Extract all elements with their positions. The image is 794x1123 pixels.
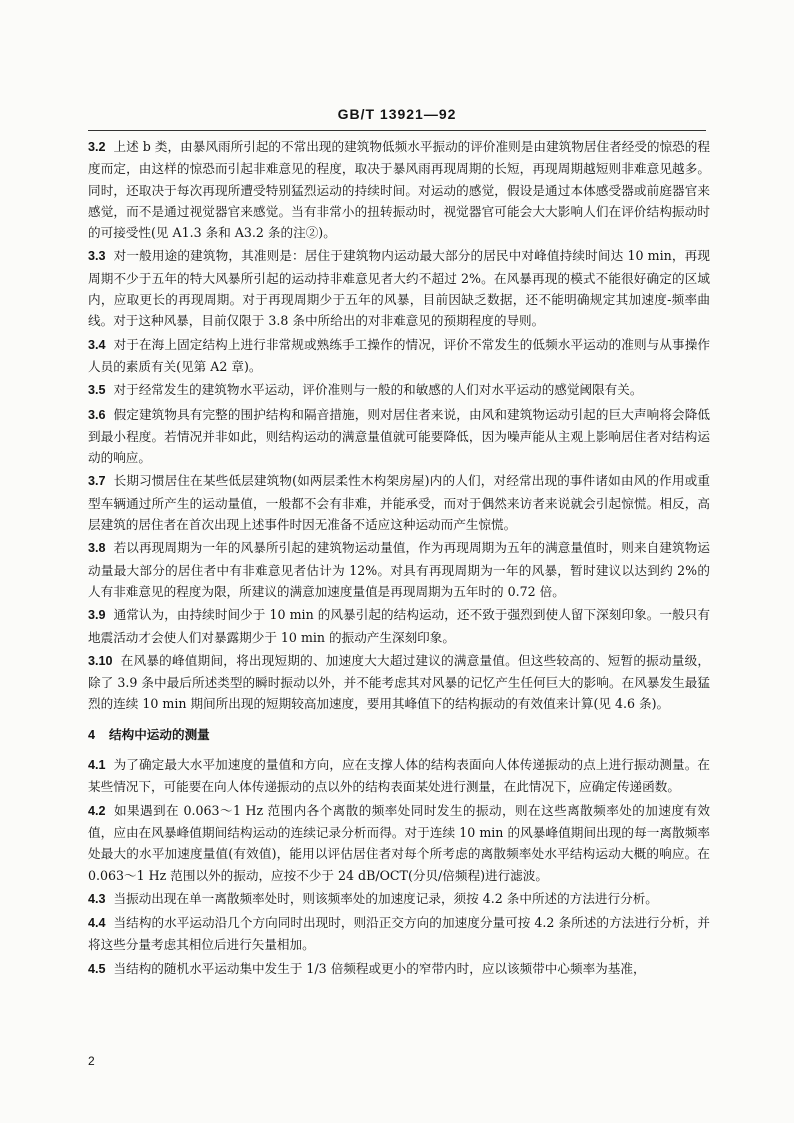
clause-text: 对于经常发生的建筑物水平运动，评价准则与一般的和敏感的人们对水平运动的感觉阈限有关。: [113, 382, 643, 398]
clause-text: 对一般用途的建筑物，其准则是：居住于建筑物内运动最大部分的居民中对峰值持续时间达 10 min，再现周期不少于五年的特大风暴所引起的运动持非难意见者大约不超过 2%。在风暴再现的模式不能很好确定的区域内，应取更长的再现周期。对于再现周期少于五年的风暴，目前因缺乏数据，还不能明确规定其加速度-频率曲线。对于这种风暴，目前仅限于 3.8 条中所给出的对非难意见的预期程度的导则。: [88, 248, 710, 329]
clause-text: 若以再现周期为一年的风暴所引起的建筑物运动量值，作为再现周期为五年的满意量值时，则来自建筑物运动量最大部分的居住者中有非难意见者估计为 12%。对具有再现周期为一年的风暴，暂时建议以达到约 2%的人有非难意见的程度为限，所建议的满意加速度量值是再现周期为五年时的 0.72 倍。: [88, 540, 710, 599]
paragraph-4-4: [88, 912, 710, 956]
section-number: 4: [88, 727, 96, 742]
clause-number: 4.4: [88, 916, 106, 931]
paragraph-4-1: [88, 754, 710, 798]
paragraph-4-5: [88, 958, 710, 980]
clause-number: 3.3: [88, 249, 106, 264]
paragraph-group-4: [88, 754, 710, 980]
clause-text: 上述 b 类，由暴风雨所引起的不常出现的建筑物低频水平振动的评价准则是由建筑物居住者经受的惊恐的程度而定，由这样的惊恐而引起非难意见的程度，取决于暴风雨再现周期的长短，再现周期越短则非难意见越多。同时，还取决于每次再现所遭受特别猛烈运动的持续时间。对运动的感觉，假设是通过本体感受器或前庭器官来感觉，而不是通过视觉器官来感觉。当有非常小的扭转振动时，视觉器官可能会大大影响人们在评价结构振动时的可接受性(见 A1.3 条和 A3.2 条的注②)。: [88, 139, 710, 241]
clause-number: 3.4: [88, 337, 106, 352]
paragraph-3-3: [88, 245, 710, 331]
clause-number: 3.7: [88, 474, 106, 489]
document-code-header: GB/T 13921—92: [337, 106, 457, 122]
clause-number: 4.1: [88, 758, 106, 773]
clause-text: 长期习惯居住在某些低层建筑物(如两层柔性木构架房屋)内的人们，对经常出现的事件诸如由风的作用或重型车辆通过所产生的运动量值，一般都不会有非难，并能承受，而对于偶然来访者来说就会引起惊慌。相反，高层建筑的居住者在首次出现上述事件时因无准备不适应这种运动而产生惊慌。: [88, 473, 710, 533]
clause-number: 3.6: [88, 407, 106, 422]
header-rule: [88, 130, 706, 131]
paragraph-3-2: [88, 136, 710, 243]
clause-text: 通常认为，由持续时间少于 10 min 的风暴引起的结构运动，还不致于强烈到使人留下深刻印象。一般只有地震活动才会使人们对暴露期少于 10 min 的振动产生深刻印象。: [88, 607, 710, 645]
paragraph-4-2: [88, 800, 710, 886]
clause-number: 3.10: [88, 653, 113, 668]
clause-number: 4.2: [88, 803, 106, 818]
paragraph-3-10: [88, 650, 710, 715]
clause-number: 3.9: [88, 608, 106, 623]
clause-text: 为了确定最大水平加速度的量值和方向，应在支撑人体的结构表面向人体传递振动的点上进行振动测量。在某些情况下，可能要在向人体传递振动的点以外的结构表面某处进行测量，在此情况下，应确定传递函数。: [88, 757, 710, 795]
paragraph-4-3: [88, 888, 710, 910]
paragraph-group-3: [88, 136, 710, 715]
page-body: [88, 136, 710, 982]
clause-number: 4.3: [88, 891, 106, 906]
clause-text: 在风暴的峰值期间，将出现短期的、加速度大大超过建议的满意量值。但这些较高的、短暂的振动量级，除了 3.9 条中最后所述类型的瞬时振动以外，并不能考虑其对风暴的记忆产生任何巨大的影响。在风暴发生最猛烈的连续 10 min 期间所出现的短期较高加速度，要用其峰值下的结构振动的有效值来计算(见 4.6 条)。: [88, 652, 710, 712]
paragraph-3-9: [88, 604, 710, 648]
clause-text: 假定建筑物具有完整的围护结构和隔音措施，则对居住者来说，由风和建筑物运动引起的巨大声响将会降低到最小程度。若情况并非如此，则结构运动的满意量值就可能要降低，因为噪声能从主观上影响居住者对结构运动的响应。: [88, 406, 710, 466]
page-number: 2: [88, 1054, 95, 1068]
clause-text: 当振动出现在单一离散频率处时，则该频率处的加速度记录，须按 4.2 条中所述的方法进行分析。: [113, 890, 658, 906]
clause-text: 如果遇到在 0.063～1 Hz 范围内各个离散的频率处同时发生的振动，则在这些离散频率处的加速度有效值，应由在风暴峰值期间结构运动的连续记录分析而得。对于连续 10 min 的风暴峰值期间出现的每一离散频率处最大的水平加速度量值(有效值)，能用以评估居住者对每个所考虑的离散频率处水平结构运动大概的响应。在 0.063～1 Hz 范围以外的振动，应按不少于 24 dB/OCT(分贝/倍频程)进行滤波。: [88, 802, 710, 883]
clause-number: 4.5: [88, 961, 106, 976]
clause-text: 当结构的水平运动沿几个方向同时出现时，则沿正交方向的加速度分量可按 4.2 条所述的方法进行分析，并将这些分量考虑其相位后进行矢量相加。: [88, 915, 710, 953]
paragraph-3-4: [88, 334, 710, 378]
clause-number: 3.8: [88, 541, 106, 556]
clause-text: 对于在海上固定结构上进行非常规或熟练手工操作的情况，评价不常发生的低频水平运动的准则与从事操作人员的素质有关(见第 A2 章)。: [88, 336, 710, 374]
section-title-text: 结构中运动的测量: [109, 727, 210, 742]
paragraph-3-6: [88, 404, 710, 469]
paragraph-3-7: [88, 470, 710, 535]
paragraph-3-5: [88, 379, 710, 401]
clause-number: 3.5: [88, 383, 106, 398]
clause-text: 当结构的随机水平运动集中发生于 1/3 倍频程或更小的窄带内时，应以该频带中心频率为基准，: [113, 960, 646, 976]
section-heading: [88, 725, 710, 746]
paragraph-3-8: [88, 537, 710, 602]
clause-number: 3.2: [88, 140, 106, 154]
